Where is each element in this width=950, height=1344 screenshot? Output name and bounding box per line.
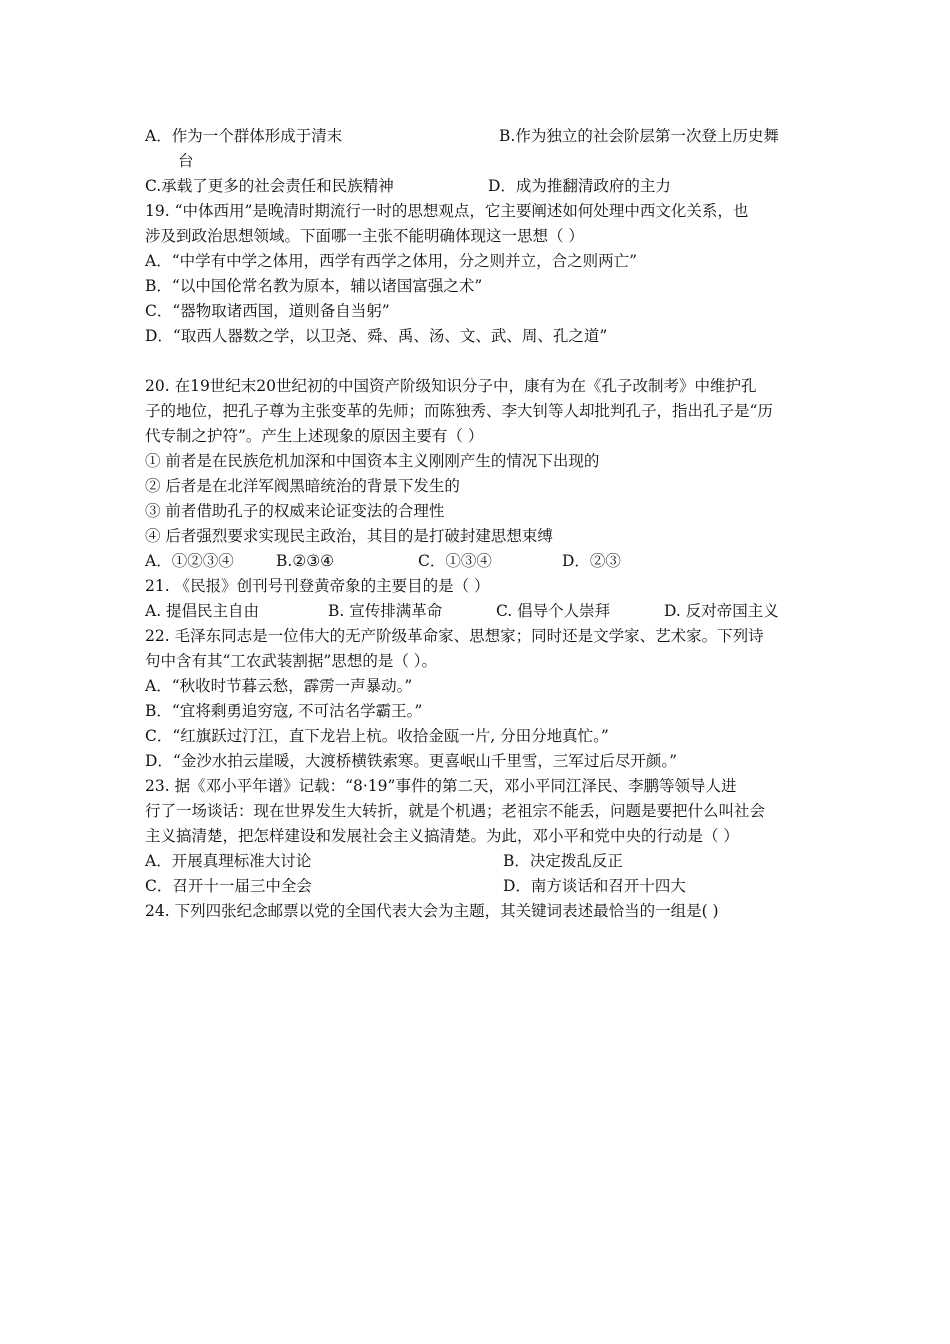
q21-option-a: A. 提倡民主自由 bbox=[145, 602, 260, 620]
q20-option-a: A．①②③④ bbox=[145, 552, 234, 570]
q20-stem-line3: 代专制之护符”。产生上述现象的原因主要有（ ） bbox=[145, 427, 484, 445]
q20-option-d: D．②③ bbox=[562, 552, 621, 570]
q18-option-a: A．作为一个群体形成于清末 bbox=[145, 127, 343, 145]
q19-stem-line2: 涉及到政治思想领域。下面哪一主张不能明确体现这一思想（ ） bbox=[145, 227, 584, 245]
q20-statement-1: ① 前者是在民族危机加深和中国资本主义刚刚产生的情况下出现的 bbox=[145, 452, 600, 470]
q22-stem-line2: 句中含有其“工农武装割据”思想的是（ ）。 bbox=[145, 652, 438, 670]
q20-statement-4: ④ 后者强烈要求实现民主政治，其目的是打破封建思想束缚 bbox=[145, 527, 553, 545]
q18-option-b: B.作为独立的社会阶层第一次登上历史舞 bbox=[499, 127, 779, 145]
q22-option-b: B．“宜将剩勇追穷寇, 不可沽名学霸王。” bbox=[145, 702, 423, 720]
q20-stem-line1: 20. 在19世纪末20世纪初的中国资产阶级知识分子中，康有为在《孔子改制考》中维护孔 bbox=[145, 377, 757, 395]
q23-option-c: C．召开十一届三中全会 bbox=[145, 877, 312, 895]
q24-stem: 24. 下列四张纪念邮票以党的全国代表大会为主题，其关键词表述最恰当的一组是( ) bbox=[145, 902, 719, 920]
q22-option-d: D．“金沙水拍云崖暖，大渡桥横铁索寒。更喜岷山千里雪，三军过后尽开颜。” bbox=[145, 752, 678, 770]
q23-option-a: A．开展真理标准大讨论 bbox=[145, 852, 312, 870]
q22-option-a: A．“秋收时节暮云愁，霹雳一声暴动。” bbox=[145, 677, 413, 695]
q19-option-b: B．“以中国伦常名教为原本，辅以诸国富强之术” bbox=[145, 277, 483, 295]
q18-option-d: D．成为推翻清政府的主力 bbox=[488, 177, 671, 195]
q23-stem-line1: 23. 据《邓小平年谱》记载：“8·19”事件的第二天，邓小平同江泽民、李鹏等领导人进 bbox=[145, 777, 737, 795]
q20-statement-2: ② 后者是在北洋军阀黑暗统治的背景下发生的 bbox=[145, 477, 460, 495]
q21-option-c: C. 倡导个人崇拜 bbox=[496, 602, 611, 620]
q19-stem-line1: 19. “中体西用”是晚清时期流行一时的思想观点，它主要阐述如何处理中西文化关系，也 bbox=[145, 202, 749, 220]
q19-option-a: A．“中学有中学之体用，西学有西学之体用，分之则并立，合之则两亡” bbox=[145, 252, 638, 270]
q18-option-c: C.承载了更多的社会责任和民族精神 bbox=[145, 177, 394, 195]
q21-option-d: D. 反对帝国主义 bbox=[664, 602, 779, 620]
q21-option-b: B. 宣传排满革命 bbox=[328, 602, 443, 620]
q23-option-d: D．南方谈话和召开十四大 bbox=[503, 877, 686, 895]
q20-stem-line2: 子的地位，把孔子尊为主张变革的先师；而陈独秀、李大钊等人却批判孔子，指出孔子是“历 bbox=[145, 402, 773, 420]
q20-option-c: C．①③④ bbox=[418, 552, 492, 570]
q23-stem-line3: 主义搞清楚，把怎样建设和发展社会主义搞清楚。为此，邓小平和党中央的行动是（ ） bbox=[145, 827, 739, 845]
q20-option-b: B.②③④ bbox=[276, 552, 335, 570]
q19-option-d: D．“取西人器数之学，以卫尧、舜、禹、汤、文、武、周、孔之道” bbox=[145, 327, 608, 345]
q19-option-c: C．“器物取诸西国，道则备自当躬” bbox=[145, 302, 390, 320]
q23-option-b: B．决定拨乱反正 bbox=[503, 852, 623, 870]
q22-stem-line1: 22. 毛泽东同志是一位伟大的无产阶级革命家、思想家；同时还是文学家、艺术家。下列诗 bbox=[145, 627, 764, 645]
q20-statement-3: ③ 前者借助孔子的权威来论证变法的合理性 bbox=[145, 502, 445, 520]
q23-stem-line2: 行了一场谈话：现在世界发生大转折，就是个机遇；老祖宗不能丢，问题是要把什么叫社会 bbox=[145, 802, 766, 820]
q22-option-c: C．“红旗跃过汀江，直下龙岩上杭。收拾金瓯一片, 分田分地真忙。” bbox=[145, 727, 609, 745]
q21-stem: 21. 《民报》创刊号刊登黄帝象的主要目的是（ ） bbox=[145, 577, 490, 595]
q18-option-b-continuation: 台 bbox=[178, 152, 194, 170]
